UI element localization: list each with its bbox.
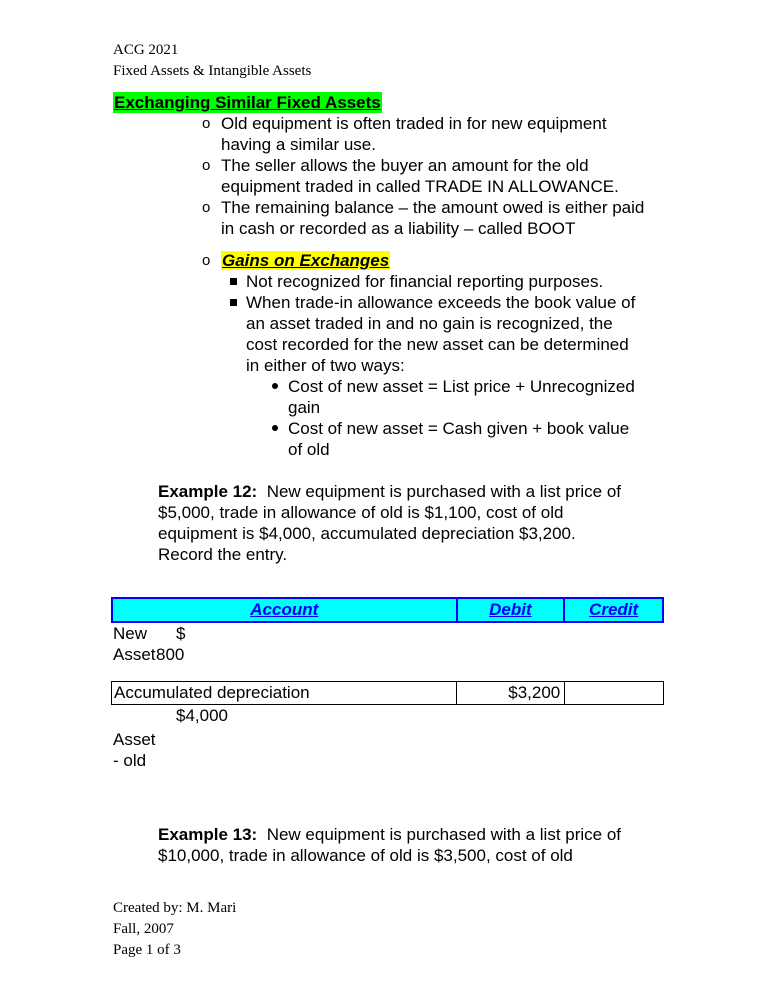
hollow-bullet-icon: o (202, 115, 211, 132)
bullet-text: an asset traded in and no gain is recognized, the (246, 314, 613, 333)
amount-symbol: $ (176, 624, 186, 643)
bullet-text: in cash or recorded as a liability – called BOOT (221, 219, 576, 238)
list-item (202, 113, 741, 155)
column-header-credit: Credit (564, 598, 663, 622)
list-item (202, 250, 741, 271)
example-13-label: Example 13: (158, 825, 258, 844)
table-row (112, 682, 664, 705)
account-name: - old (113, 751, 147, 770)
list-item (246, 292, 741, 376)
example-13-text: $10,000, trade in allowance of old is $3,500, cost of old (158, 846, 573, 865)
bullet-text: having a similar use. (221, 135, 376, 154)
list-item (202, 155, 741, 197)
bullet-text: Not recognized for financial reporting purposes. (246, 272, 604, 291)
course-code: ACG 2021 (113, 42, 179, 58)
hollow-bullet-icon: o (202, 252, 211, 269)
column-header-debit: Debit (457, 598, 565, 622)
bullet-text: The seller allows the buyer an amount for the old (221, 156, 589, 175)
gains-heading: Gains on Exchanges (222, 251, 390, 270)
account-name: Asset (113, 730, 156, 749)
list-item (246, 271, 741, 292)
bullet-text: When trade-in allowance exceeds the book value of (246, 293, 636, 312)
bullet-text: cost recorded for the new asset can be determined (246, 335, 629, 354)
journal-row-accumulated-depreciation (111, 681, 664, 705)
page-header (113, 40, 311, 82)
bullet-text: gain (288, 398, 321, 417)
list-item (288, 376, 741, 418)
journal-entry-table (111, 597, 664, 623)
bullet-text: in either of two ways: (246, 356, 405, 375)
example-12-text: equipment is $4,000, accumulated depreciation $3,200. (158, 524, 576, 543)
column-header-account: Account (112, 598, 457, 622)
bullet-text: Cost of new asset = List price + Unrecognized (288, 377, 635, 396)
account-cell: Accumulated depreciation (112, 682, 457, 705)
example-13 (158, 824, 718, 866)
new-asset-label (113, 623, 156, 665)
example-13-line (158, 824, 718, 845)
debit-cell: $3,200 (457, 682, 565, 705)
round-bullet-icon (272, 383, 278, 389)
bullet-text: equipment traded in called TRADE IN ALLOWANCE. (221, 177, 619, 196)
old-asset-amount: $4,000 (176, 706, 228, 725)
journal-header-row (112, 598, 663, 622)
example-12-text: New equipment is purchased with a list price of (266, 482, 622, 501)
hollow-bullet-icon: o (202, 199, 211, 216)
footer-author: Created by: M. Mari (113, 900, 237, 916)
list-item (288, 418, 741, 460)
document-topic: Fixed Assets & Intangible Assets (113, 63, 312, 79)
bullet-text: Cost of new asset = Cash given + book value (288, 419, 630, 438)
amount-value: 800 (156, 645, 185, 664)
bullet-text: of old (288, 440, 330, 459)
credit-cell (565, 682, 664, 705)
example-12-line (158, 481, 718, 502)
old-asset-label (113, 729, 156, 771)
new-asset-amount (156, 623, 185, 665)
square-bullet-icon (230, 299, 237, 306)
account-name: New (113, 624, 148, 643)
bullet-text: The remaining balance – the amount owed is either paid (221, 198, 645, 217)
footer-page-number: Page 1 of 3 (113, 942, 181, 958)
section-heading: Exchanging Similar Fixed Assets (114, 93, 381, 112)
round-bullet-icon (272, 425, 278, 431)
example-12 (158, 481, 718, 565)
example-13-text: New equipment is purchased with a list price of (266, 825, 622, 844)
square-bullet-icon (230, 278, 237, 285)
hollow-bullet-icon: o (202, 157, 211, 174)
example-12-text: $5,000, trade in allowance of old is $1,100, cost of old (158, 503, 564, 522)
page-footer (113, 898, 236, 961)
list-item (202, 197, 741, 239)
exchange-bullet-list (202, 113, 741, 239)
example-12-label: Example 12: (158, 482, 258, 501)
account-name: Asset (113, 645, 156, 664)
example-12-text: Record the entry. (158, 545, 288, 564)
bullet-text: Old equipment is often traded in for new equipment (221, 114, 607, 133)
gains-section (202, 250, 741, 460)
footer-term: Fall, 2007 (113, 921, 174, 937)
